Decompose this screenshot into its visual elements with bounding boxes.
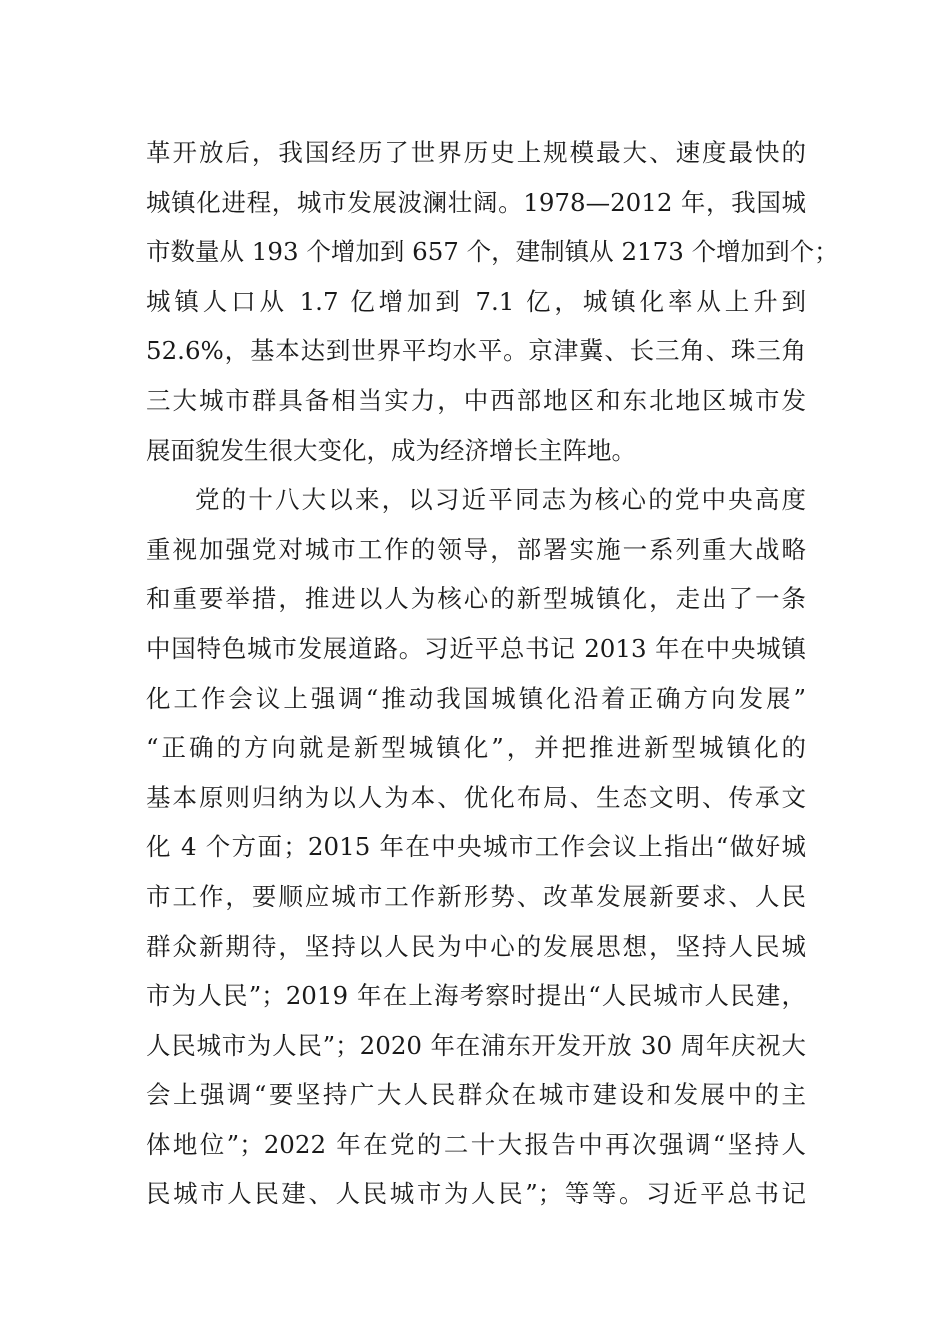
text-line: 人民城市为人民”；2020 年在浦东开发开放 30 周年庆祝大: [146, 1030, 806, 1060]
text-line: 党的十八大以来，以习近平同志为核心的党中央高度: [195, 485, 806, 515]
text-line: 三大城市群具备相当实力，中西部地区和东北地区城市发: [146, 385, 806, 415]
text-line: 城镇化进程，城市发展波澜壮阔。1978—2012 年，我国城: [146, 187, 806, 217]
text-line: 市工作，要顺应城市工作新形势、改革发展新要求、人民: [146, 881, 806, 911]
text-line: 化工作会议上强调“推动我国城镇化沿着正确方向发展”: [146, 683, 806, 713]
text-line: 基本原则归纳为以人为本、优化布局、生态文明、传承文: [146, 782, 806, 812]
text-line: 52.6%，基本达到世界平均水平。京津冀、长三角、珠三角: [146, 336, 806, 366]
paragraph-1: [146, 128, 839, 475]
text-line: 中国特色城市发展道路。习近平总书记 2013 年在中央城镇: [146, 633, 806, 663]
text-line: 和重要举措，推进以人为核心的新型城镇化，走出了一条: [146, 584, 806, 614]
text-line: 革开放后，我国经历了世界历史上规模最大、速度最快的: [146, 138, 806, 167]
text-line: 市为人民”；2019 年在上海考察时提出“人民城市人民建，: [146, 981, 806, 1011]
text-line: 展面貌发生很大变化，成为经济增长主阵地。: [146, 435, 636, 465]
text-line: “正确的方向就是新型城镇化”，并把推进新型城镇化的: [146, 733, 806, 763]
text-line: 民城市人民建、人民城市为人民”；等等。习近平总书记: [146, 1179, 806, 1209]
text-line: 重视加强党对城市工作的领导，部署实施一系列重大战略: [146, 534, 806, 564]
text-line: 会上强调“要坚持广大人民群众在城市建设和发展中的主: [146, 1080, 806, 1110]
text-line: 群众新期待，坚持以人民为中心的发展思想，坚持人民城: [146, 931, 806, 961]
text-line: 化 4 个方面；2015 年在中央城市工作会议上指出“做好城: [146, 832, 806, 862]
text-line: 城镇人口从 1.7 亿增加到 7.1 亿，城镇化率从上升到: [146, 286, 806, 316]
paragraph-2: [146, 475, 806, 1219]
text-line: 市数量从 193 个增加到 657 个，建制镇从 2173 个增加到个；: [146, 237, 839, 267]
body-text: [146, 128, 839, 1219]
text-line: 体地位”；2022 年在党的二十大报告中再次强调“坚持人: [146, 1129, 806, 1159]
